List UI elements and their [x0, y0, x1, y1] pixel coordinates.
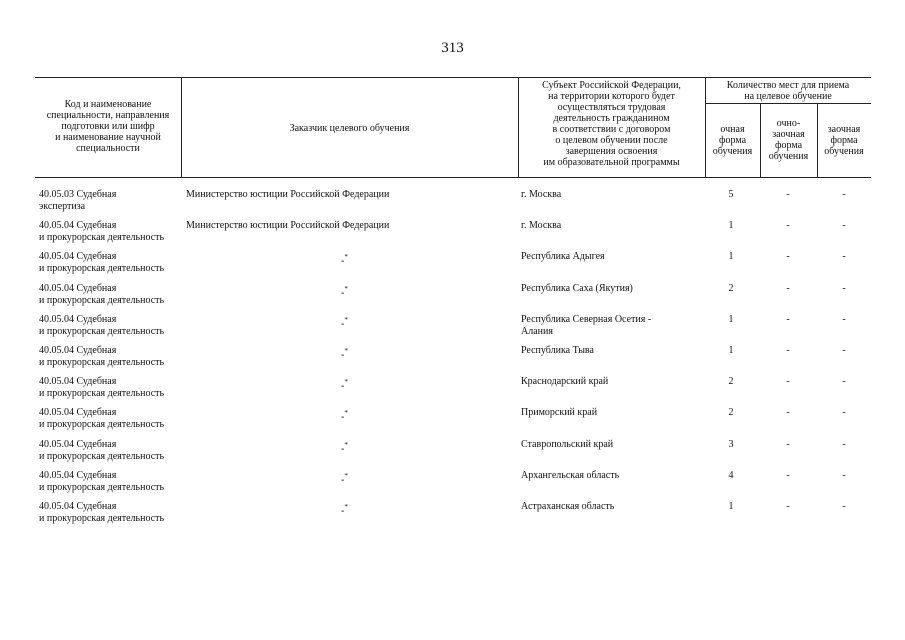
- row-fulltime: 2: [728, 407, 734, 418]
- ditto-mark: *: [344, 472, 348, 480]
- row-customer-ditto: [341, 345, 348, 361]
- row-code: 40.05.04 Судебная и прокурорская деятельность: [39, 376, 165, 399]
- ditto-mark: *: [344, 409, 348, 417]
- places-subheader-rule: [705, 103, 871, 104]
- row-customer-ditto: [341, 470, 348, 486]
- row-subject: Ставропольский край: [521, 439, 614, 450]
- row-subject: Архангельская область: [521, 470, 620, 481]
- row-parttime: -: [786, 283, 790, 294]
- row-customer-ditto: [341, 283, 348, 299]
- header-fulltime: очная форма обучения: [712, 124, 753, 157]
- row-parttime: -: [786, 251, 790, 262]
- header-bottom-rule: [35, 177, 871, 178]
- row-customer-ditto: [341, 407, 348, 423]
- row-code: 40.05.04 Судебная и прокурорская деятельность: [39, 314, 165, 337]
- row-subject: г. Москва: [521, 189, 562, 200]
- row-extramural: -: [842, 345, 846, 356]
- row-customer: -: [341, 411, 345, 423]
- row-code: 40.05.04 Судебная и прокурорская деятельность: [39, 251, 165, 274]
- row-subject: г. Москва: [521, 220, 562, 231]
- ditto-mark: *: [344, 441, 348, 449]
- row-parttime: -: [786, 439, 790, 450]
- header-extramural: заочная форма обучения: [824, 124, 864, 157]
- row-customer: -: [341, 287, 345, 299]
- row-parttime: -: [786, 220, 790, 231]
- row-extramural: -: [842, 251, 846, 262]
- row-customer: -: [341, 349, 345, 361]
- row-subject: Республика Адыгея: [521, 251, 605, 262]
- row-customer: Министерство юстиции Российской Федерации: [186, 220, 390, 231]
- row-fulltime: 1: [728, 345, 734, 356]
- row-extramural: -: [842, 470, 846, 481]
- row-parttime: -: [786, 470, 790, 481]
- row-subject: Приморский край: [521, 407, 598, 418]
- row-parttime: -: [786, 407, 790, 418]
- row-customer: -: [341, 443, 345, 455]
- row-parttime: -: [786, 314, 790, 325]
- row-code: 40.05.03 Судебная экспертиза: [39, 189, 117, 212]
- row-extramural: -: [842, 376, 846, 387]
- page-number: 313: [441, 40, 464, 56]
- row-fulltime: 3: [728, 439, 734, 450]
- row-code: 40.05.04 Судебная и прокурорская деятельность: [39, 345, 165, 368]
- row-customer: -: [341, 318, 345, 330]
- header-code: Код и наименование специальности, направления подготовки или шифр и наименование научной специальности: [46, 99, 170, 154]
- header-parttime: очно- заочная форма обучения: [768, 118, 809, 162]
- header-customer: Заказчик целевого обучения: [289, 123, 410, 134]
- ditto-mark: *: [344, 253, 348, 261]
- row-fulltime: 4: [728, 470, 734, 481]
- row-extramural: -: [842, 283, 846, 294]
- row-fulltime: 1: [728, 501, 734, 512]
- row-customer-ditto: [341, 314, 348, 330]
- ditto-mark: *: [344, 316, 348, 324]
- row-customer: -: [341, 505, 345, 517]
- row-customer: Министерство юстиции Российской Федерации: [186, 189, 390, 200]
- row-extramural: -: [842, 314, 846, 325]
- header-top-rule: [35, 77, 871, 78]
- row-extramural: -: [842, 220, 846, 231]
- ditto-mark: *: [344, 347, 348, 355]
- ditto-mark: *: [344, 503, 348, 511]
- row-customer-ditto: [341, 501, 348, 517]
- row-extramural: -: [842, 189, 846, 200]
- row-subject: Республика Тыва: [521, 345, 594, 356]
- row-subject: Республика Северная Осетия - Алания: [521, 314, 652, 337]
- row-parttime: -: [786, 189, 790, 200]
- row-code: 40.05.04 Судебная и прокурорская деятельность: [39, 220, 165, 243]
- header-places: Количество мест для приема на целевое обучение: [726, 80, 850, 102]
- row-customer-ditto: [341, 251, 348, 267]
- row-parttime: -: [786, 345, 790, 356]
- row-customer: -: [341, 474, 345, 486]
- row-fulltime: 1: [728, 220, 734, 231]
- row-subject: Краснодарский край: [521, 376, 609, 387]
- row-subject: Республика Саха (Якутия): [521, 283, 633, 294]
- row-customer-ditto: [341, 439, 348, 455]
- row-customer-ditto: [341, 376, 348, 392]
- row-extramural: -: [842, 501, 846, 512]
- row-code: 40.05.04 Судебная и прокурорская деятельность: [39, 439, 165, 462]
- row-fulltime: 5: [728, 189, 734, 200]
- row-customer: -: [341, 255, 345, 267]
- row-parttime: -: [786, 501, 790, 512]
- row-fulltime: 2: [728, 283, 734, 294]
- row-code: 40.05.04 Судебная и прокурорская деятельность: [39, 501, 165, 524]
- row-parttime: -: [786, 376, 790, 387]
- row-fulltime: 1: [728, 251, 734, 262]
- row-code: 40.05.04 Судебная и прокурорская деятельность: [39, 470, 165, 493]
- row-code: 40.05.04 Судебная и прокурорская деятельность: [39, 407, 165, 430]
- row-code: 40.05.04 Судебная и прокурорская деятельность: [39, 283, 165, 306]
- row-subject: Астраханская область: [521, 501, 615, 512]
- header-subject: Субъект Российской Федерации, на территории которого будет осуществляться трудовая деятельность гражданином в соответствии с договором о целевом обучении после завершения освоения им образовательной программы: [542, 80, 681, 168]
- row-extramural: -: [842, 439, 846, 450]
- row-extramural: -: [842, 407, 846, 418]
- row-customer: -: [341, 380, 345, 392]
- ditto-mark: *: [344, 285, 348, 293]
- row-fulltime: 1: [728, 314, 734, 325]
- ditto-mark: *: [344, 378, 348, 386]
- row-fulltime: 2: [728, 376, 734, 387]
